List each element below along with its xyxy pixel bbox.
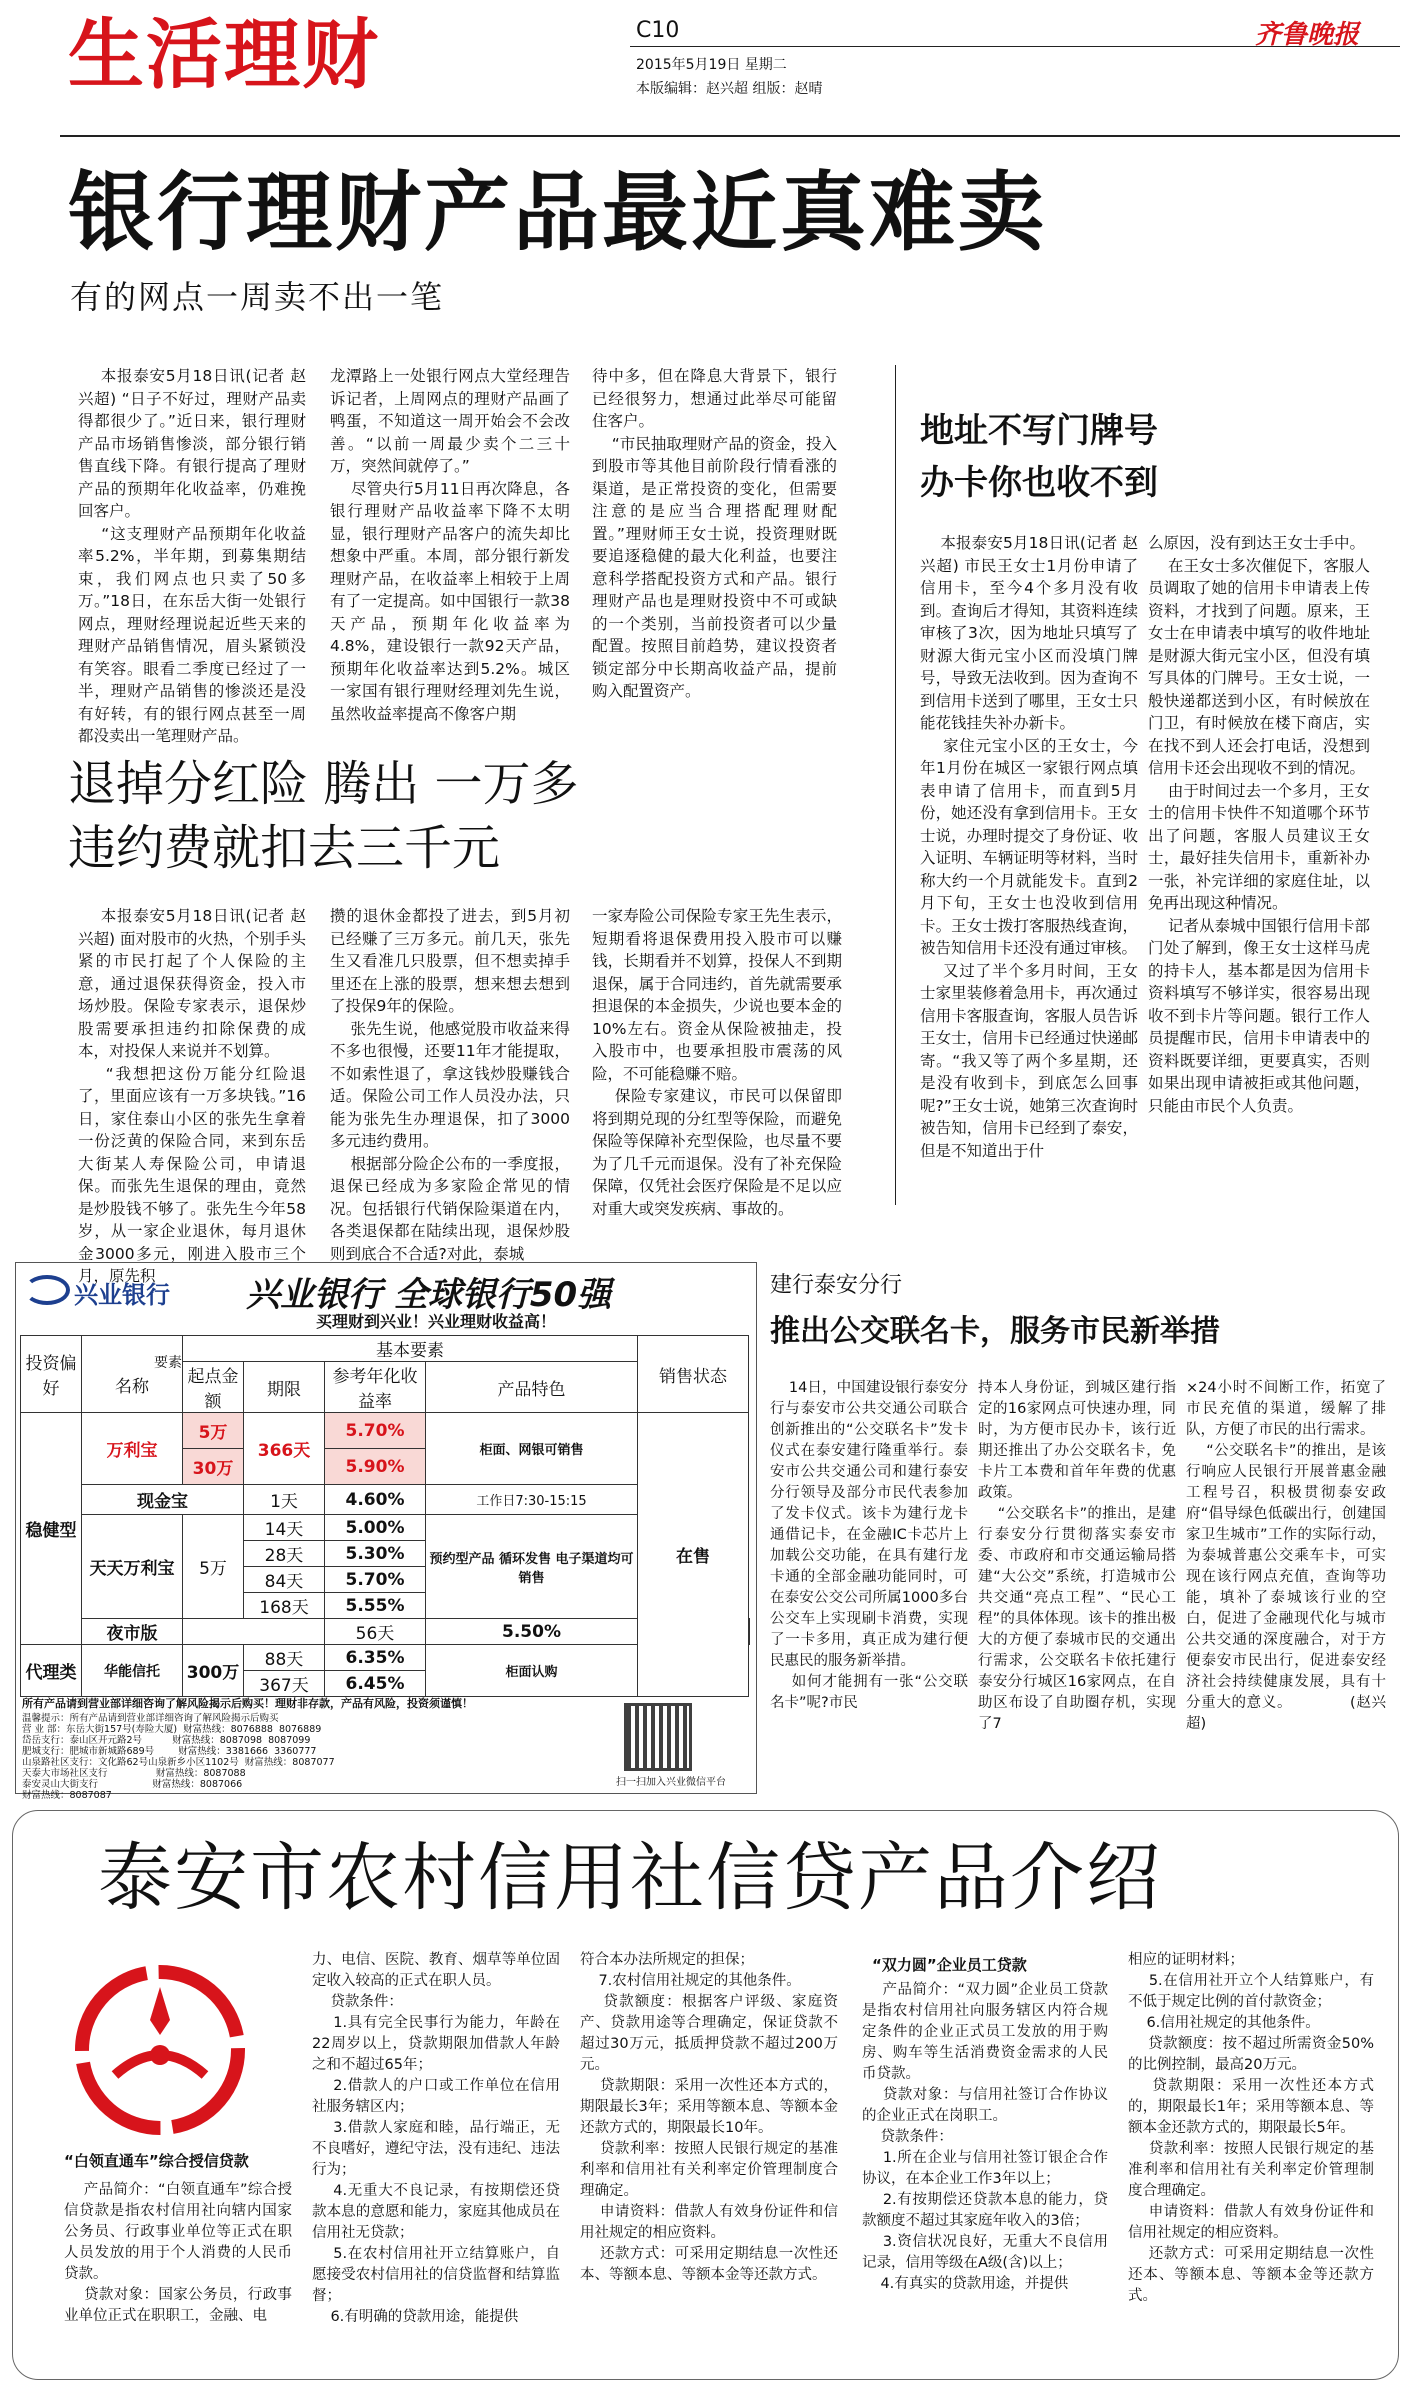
- rural-credit-logo: [75, 1965, 245, 2135]
- qr-code: [624, 1703, 692, 1771]
- name-cell: 万利宝: [82, 1413, 183, 1485]
- story4-column: 持本人身份证，到城区建行指定的16家网点可快速办理，同时，为方便市民办卡，该行近期还推出了办公交联名卡，免卡片工本费和首年年费的优惠政策。 “公交联名卡”的推出，是建行泰安分行贯彻落实泰安市委、市政府和市交通运输局搭建“大公交”系统，打造城市公共交通“亮点工程”、“民心工程”的具体体现。该卡的推出极大的方便了泰城市民的交通出行需求，公交联名卡依托建行泰安分行城区16家网点，在自助区布设了自助圈存机，实现了7: [978, 1380, 1176, 1732]
- rate-cell: 5.90%: [325, 1449, 426, 1485]
- th-feature: 产品特色: [426, 1362, 638, 1413]
- start-cell: 5万: [183, 1413, 244, 1449]
- story4-column: 14日，中国建设银行泰安分行与泰安市公共交通公司联合创新推出的“公交联名卡”发卡仪式在泰安建行隆重举行。泰安市公共交通公司和建行泰安分行领导及部分市民代表参加了发卡仪式。该卡为建行龙卡通借记卡，在金融IC卡芯片上加载公交功能，在具有建行龙卡通的全部金融功能同时，可在泰安公交公司所属1000多台公交车上实现刷卡消费，实现了一卡多用，真正成为建行便民惠民的服务新举措。 如何才能拥有一张“公交联名卡”呢?市民: [770, 1380, 969, 1711]
- story1-subtitle: 有的网点一周卖不出一笔: [70, 278, 445, 316]
- story3-headline-line1: 地址不写门牌号: [920, 411, 1158, 451]
- story1-column: 待中多，但在降息大背景下，银行已经很努力，想通过此举尽可能留住客户。 “市民抽取理财产品的资金，投入到股市等其他目前阶段行情看涨的渠道，是正常投资的变化，但需要注意的是应当合理搭配理财配置。”理财师王女士说，投资理财既要追逐稳健的最大化利益，也要注意科学搭配投资方式和产品。银行理财产品也是理财投资中不可或缺的一个类别，当前投资者可以少量配置。按照目前趋势，建议投资者锁定部分中长期高收益产品，提前购入配置资产。: [592, 367, 837, 700]
- th-preference: 投资偏好: [21, 1336, 82, 1413]
- story1-column: 本报泰安5月18日讯(记者 赵兴超) “日子不好过，理财产品卖得都很少了。”近日来，银行理财产品市场销售惨淡，部分银行销售直线下降。有银行提高了理财产品的预期年化收益率，仍难挽回客户。 “这支理财产品预期年化收益率5.2%，半年期，到募集期结束，我们网点也只卖了50多万。”18日，在东岳大街一处银行网点，理财经理说起近些天来的理财产品销售情况，眉头紧锁没有笑容。眼看二季度已经过了一半，理财产品销售的惨淡还是没有好转，有的银行网点甚至一周都没卖出一笔理财产品。: [78, 367, 306, 745]
- th-name: [82, 1336, 183, 1413]
- term-cell: 367天: [244, 1671, 325, 1697]
- rate-cell: 5.70%: [325, 1413, 426, 1449]
- story4-headline: 推出公交联名卡，服务市民新举措: [770, 1314, 1220, 1349]
- term-cell: 28天: [244, 1541, 325, 1567]
- term-cell: 88天: [244, 1645, 325, 1671]
- rate-cell: 6.35%: [325, 1645, 426, 1671]
- story5-column: 力、电信、医院、教育、烟草等单位固定收入较高的正式在职人员。 贷款条件： 1.具有完全民事行为能力，年龄在22周岁以上，贷款期限加借款人年龄之和不超过65年； 2.借款人的户口或工作单位在信用社服务辖区内； 3.借款人家庭和睦，品行端正，无不良嗜好，遵纪守法，没有违纪、违法行为； 4.无重大不良记录，有按期偿还贷款本息的意愿和能力，家庭其他成员在信用社无贷款； 5.在农村信用社开立结算账户，自愿接受农村信用社的信贷监督和结算监督； 6.有明确的贷款用途，能提供: [312, 1952, 560, 2325]
- qr-caption: 扫一扫加入兴业微信平台: [616, 1777, 726, 1788]
- story5-headline: 泰安市农村信用社信贷产品介绍: [98, 1835, 1162, 1921]
- start-cell: 30万: [183, 1449, 244, 1485]
- th-element: 要素: [154, 1354, 182, 1371]
- story5-column: 符合本办法所规定的担保； 7.农村信用社规定的其他条件。 贷款额度：根据客户评级、家庭资产、贷款用途等合理确定，保证贷款不超过30万元，抵质押贷款不超过200万元。 贷款期限：采用一次性还本方式的，期限最长3年；采用等额本息、等额本金还款方式的，期限最长10年。 贷款利率：按照人民银行规定的基准利率和信用社有关利率定价管理制度合理确定。 申请资料：借款人有效身份证件和信用社规定的相应资料。 还款方式：可采用定期结息一次性还本、等额本息、等额本金等还款方式。: [580, 1952, 839, 2283]
- th-rate: 参考年化收益率: [325, 1362, 426, 1413]
- th-start: 起点金额: [183, 1362, 244, 1413]
- pref-cell: 代理类: [21, 1645, 82, 1697]
- rate-cell: 6.45%: [325, 1671, 426, 1697]
- term-cell: 84天: [244, 1567, 325, 1593]
- feature-cell: 预约型产品 循环发售 电子渠道均可销售: [426, 1515, 638, 1619]
- ad-slogan: 买理财到兴业！兴业理财收益高！: [316, 1312, 557, 1331]
- start-cell: 300万: [183, 1645, 244, 1697]
- term-cell: 168天: [244, 1593, 325, 1619]
- story1-column: 龙潭路上一处银行网点大堂经理告诉记者，上周网点的理财产品画了鸭蛋，不知道这一周开始会不会改善。“以前一周最少卖个二三十万，突然间就停了。” 尽管央行5月11日再次降息，各银行理财产品收益率下降不太明显，银行理财产品客户的流失却比想象中严重。本周，部分银行新发理财产品，在收益率上相较于上周有了一定提高。如中国银行一款38天产品，预期年化收益率为4.8%，建设银行一款92天产品，预期年化收益率达到5.2%。城区一家国有银行理财经理刘先生说，虽然收益率提高不像客户期: [330, 367, 570, 723]
- editors: 本版编辑：赵兴超 组版：赵晴: [636, 81, 823, 97]
- th-name-label: 名称: [115, 1376, 149, 1397]
- product-name-label: “白领直通车”综合授信贷款: [64, 2152, 249, 2170]
- story5-column: 产品简介：“白领直通车”综合授信贷款是指农村信用社向辖内国家公务员、行政事业单位等正式在职人员发放的用于个人消费的人民币贷款。 贷款对象：国家公务员，行政事业单位正式在职职工，金融、电: [64, 2182, 293, 2324]
- story2-column: 一家寿险公司保险专家王先生表示，短期看将退保费用投入股市可以赚钱，长期看并不划算，投保人不到期退保，属于合同违约，首先就需要承担退保的本金损失，少说也要本金的10%左右。资金从保险被抽走，投入股市中，也要承担股市震荡的风险，不可能稳赚不赔。 保险专家建议，市民可以保留即将到期兑现的分红型等保险，而避免保险等保障补充型保险，也尽量不要为了几千元而退保。没有了补充保险保障，仅凭社会医疗保险是不足以应对重大或突发疾病、事故的。: [592, 907, 842, 1218]
- rate-cell: 4.60%: [325, 1485, 426, 1515]
- story3-column: 本报泰安5月18日讯(记者 赵兴超) 市民王女士1月份申请了信用卡，至今4个多月没有收到。查询后才得知，其资料连续审核了3次，因为地址只填写了财源大街元宝小区而没填门牌号，导致无法收到。因为查询不到信用卡送到了哪里，王女士只能花钱挂失补办新卡。 家住元宝小区的王女士，今年1月份在城区一家银行网点填表申请了信用卡，而直到5月份，她还没有拿到信用卡。王女士说，办理时提交了身份证、收入证明、车辆证明等材料，当时称大约一个月就能发卡。直到2月下旬，王女士也没收到信用卡。王女士拨打客服热线查询，被告知信用卡还没有通过审核。 又过了半个多月时间，王女士家里装修着急用卡，再次通过信用卡客服查询，客服人员告诉王女士，信用卡已经通过快递邮寄。“我又等了两个多星期，还是没有收到卡，到底怎么回事呢?”王女士说，她第三次查询时被告知，信用卡已经到了泰安，但是不知道出于什: [920, 534, 1138, 1160]
- rate-cell: 5.70%: [325, 1567, 426, 1593]
- name-cell: 现金宝: [82, 1485, 244, 1515]
- story5-subhead: “双力圆”企业员工贷款: [872, 1956, 1027, 1974]
- ad-footnote: 所有产品请到营业部详细咨询了解风险揭示后购买！理财非存款，产品有风险，投资须谨慎！: [22, 1697, 473, 1710]
- bank-logo: [24, 1275, 70, 1305]
- th-term: 期限: [244, 1362, 325, 1413]
- term-cell: 1天: [244, 1485, 325, 1515]
- section-title: 生活理财: [68, 10, 380, 99]
- story3-headline-line2: 办卡你也收不到: [920, 463, 1158, 503]
- ad-banner: 兴业银行 全球银行50强: [246, 1275, 612, 1315]
- rate-cell: 5.55%: [325, 1593, 426, 1619]
- story5-column: 产品简介：“双力圆”企业员工贷款是指农村信用社向服务辖区内符合规定条件的企业正式员工发放的用于购房、购车等生活消费资金需求的人民币贷款。 贷款对象：与信用社签订合作协议的企业正式在岗职工。 贷款条件： 1.所在企业与信用社签订银企合作协议，在本企业工作3年以上； 2.有按期偿还贷款本息的能力，贷款额度不超过其家庭年收入的3倍； 3.资信状况良好，无重大不良信用记录，信用等级在A级(含)以上； 4.有真实的贷款用途，并提供: [862, 1982, 1109, 2292]
- th-status: 销售状态: [638, 1336, 749, 1413]
- ad-addresses: 温馨提示：所有产品请到营业部详细咨询了解风险揭示后购买 营 业 部：东岳大街157号(寿险大厦) 财富热线：8076888 8076889 岱岳支行：泰山区开元路2号 财富热线：8087098 8087099 肥城支行：肥城市新城路689号 财富热线：3381666 3360777 山泉路社区支行：文化路62号山泉新乡小区1102号 财富热线：8087077 天泰大市场社区支行 财富热线：8087088 泰安灵山大街支行 财富热线：8087066 财富热线：8087087: [22, 1713, 335, 1801]
- story2-column: 本报泰安5月18日讯(记者 赵兴超) 面对股市的火热，个别手头紧的市民打起了个人保险的主意，通过退保获得资金，投入市场炒股。保险专家表示，退保炒股需要承担违约扣除保费的成本，对投保人来说并不划算。 “我想把这份万能分红险退了，里面应该有一万多块钱。”16日，家住泰山小区的张先生拿着一份泛黄的保险合同，来到东岳大街某人寿保险公司，申请退保。而张先生退保的理由，竟然是炒股钱不够了。张先生今年58岁，从一家企业退休，每月退休金3000多元，刚进入股市三个月，原先积: [78, 907, 307, 1285]
- story2-headline: [68, 752, 579, 880]
- story5-column: 相应的证明材料； 5.在信用社开立个人结算账户，有不低于规定比例的首付款资金； 6.信用社规定的其他条件。 贷款额度：按不超过所需资金50%的比例控制，最高20万元。 贷款期限：采用一次性还本方式的，期限最长1年；采用等额本息、等额本金还款方式的，期限最长5年。 贷款利率：按照人民银行规定的基准利率和信用社有关利率定价管理制度合理确定。 申请资料：借款人有效身份证件和信用社规定的相应资料。 还款方式：可采用定期结息一次性还本、等额本息、等额本金等还款方式。: [1128, 1952, 1375, 2304]
- page-number: C10: [636, 18, 680, 43]
- story2-headline-line2: 违约费就扣去三千元: [68, 820, 501, 876]
- bank-ad: [15, 1262, 757, 1801]
- story2-headline-line1: 退掉分红险 腾出 一万多: [68, 756, 579, 812]
- feature-cell: 柜面、网银可销售: [426, 1413, 638, 1485]
- rate-cell: 5.30%: [325, 1541, 426, 1567]
- rate-cell: 5.50%: [426, 1619, 638, 1645]
- term-cell: 14天: [244, 1515, 325, 1541]
- pref-cell: 稳健型: [21, 1413, 82, 1645]
- story3-column: 么原因，没有到达王女士手中。 在王女士多次催促下，客服人员调取了她的信用卡申请表上传资料，才找到了问题。原来，王女士在申请表中填写的收件地址是财源大街元宝小区，但没有填写具体的门牌号。王女士说，一般快递都送到小区，有时候放在门卫，有时候放在楼下商店，实在找不到人还会打电话，没想到信用卡还会出现收不到的情况。 由于时间过去一个多月，王女士的信用卡快件不知道哪个环节出了问题，客服人员建议王女士，最好挂失信用卡，重新补办一张，补完详细的家庭住址，以免再出现这种情况。 记者从泰城中国银行信用卡部门处了解到，像王女士这样马虎的持卡人，基本都是因为信用卡资料填写不够详实，很容易出现收不到卡片等问题。银行工作人员提醒市民，信用卡申请表中的资料既要详细，更要真实，否则如果出现申请被拒或其他问题，只能由市民个人负责。: [1148, 534, 1370, 1115]
- story3-headline: [920, 405, 1158, 509]
- story1-headline: 银行理财产品最近真难卖: [68, 163, 1047, 263]
- pref-cell: 夜市版: [82, 1619, 183, 1645]
- th-basic: 基本要素: [183, 1336, 638, 1362]
- product-table: [20, 1335, 750, 1697]
- start-cell: 5万: [183, 1515, 244, 1619]
- name-cell: 天天万利宝: [82, 1515, 183, 1619]
- feature-cell: 工作日7:30-15:15: [426, 1485, 638, 1515]
- term-cell: 56天: [325, 1619, 426, 1645]
- story4-kicker: 建行泰安分行: [770, 1273, 903, 1298]
- story2-column: 攒的退休金都投了进去，到5月初已经赚了三万多元。前几天，张先生又看准几只股票，但不想卖掉手里还在上涨的股票，想来想去想到了投保9年的保险。 张先生说，他感觉股市收益来得不多也很慢，还要11年才能提取，不如索性退了，拿这钱炒股赚钱合适。保险公司工作人员没办法，只能为张先生办理退保，扣了3000多元违约费用。 根据部分险企公布的一季度报，退保已经成为多家险企常见的情况。包括银行代销保险渠道在内，各类退保都在陆续出现，退保炒股则到底合不合适?对此，泰城: [330, 907, 570, 1263]
- name-cell: 华能信托: [82, 1645, 183, 1697]
- issue-date: 2015年5月19日 星期二: [636, 57, 787, 73]
- status-cell: 在售: [638, 1413, 749, 1697]
- newspaper-logo: 齐鲁晚报: [1255, 20, 1360, 50]
- term-cell: 366天: [244, 1413, 325, 1485]
- feature-cell: 柜面认购: [426, 1645, 638, 1697]
- story4-column: ×24小时不间断工作，拓宽了市民充值的渠道，缓解了排队，方便了市民的出行需求。 “公交联名卡”的推出，是该行响应人民银行开展普惠金融工程号召，积极贯彻泰安政府“倡导绿色低碳出行，创建国家卫生城市”工作的实际行动，为泰城普惠公交乘车卡，可实现在该行网点充值，查询等功能，填补了泰城该行业的空白，促进了金融现代化与城市公共交通的深度融合，对于方便泰安市民出行，促进泰安经济社会持续健康发展，具有十分重大的意义。 (赵兴超): [1186, 1380, 1386, 1732]
- bank-name: 兴业银行: [74, 1281, 170, 1309]
- rate-cell: 5.00%: [325, 1515, 426, 1541]
